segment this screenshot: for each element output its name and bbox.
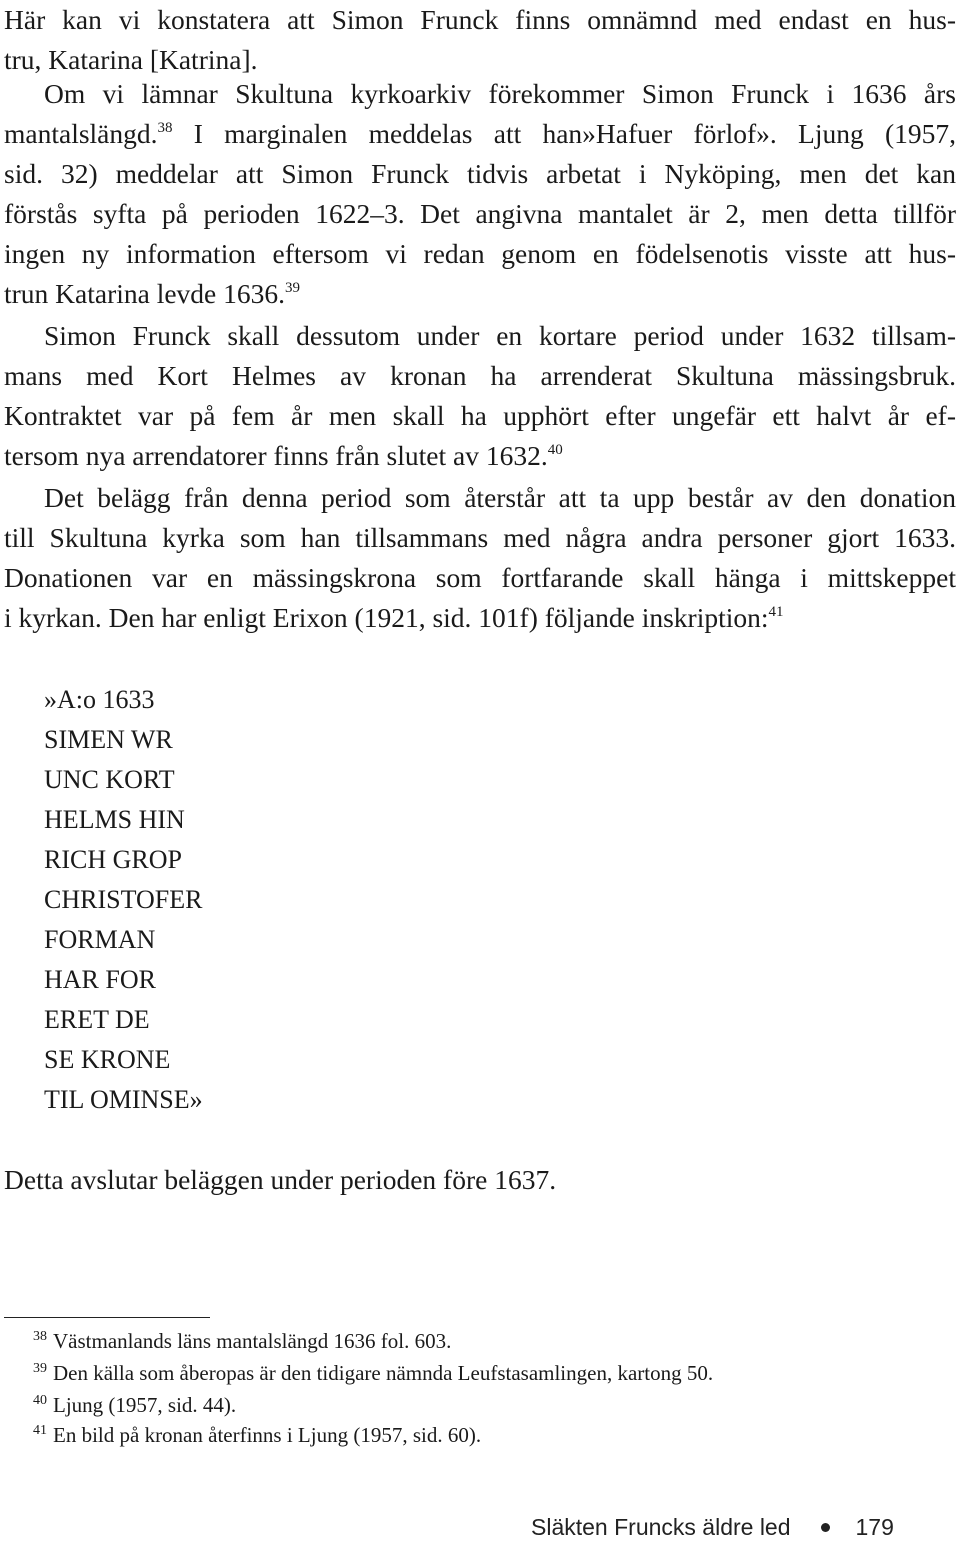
footnote-number: 40 (33, 1393, 47, 1408)
body-text-line: Det belägg från denna period som återstår att ta upp består av den donation (44, 482, 956, 513)
inscription-line: HELMS HIN (44, 805, 185, 834)
bullet-separator-icon (821, 1523, 830, 1532)
text-span: trun Katarina levde 1636. (4, 278, 286, 309)
body-text-line (4, 114, 956, 159)
inscription-line: CHRISTOFER (44, 885, 203, 914)
closing-sentence: Detta avslutar beläggen under perioden före 1637. (4, 1164, 557, 1195)
page-footer (531, 1512, 894, 1542)
body-text-line: Donationen var en mässingskrona som fortfarande skall hänga i mittskeppet (4, 562, 956, 593)
footnote-39 (33, 1357, 713, 1393)
footnote-41 (33, 1419, 481, 1455)
inscription-line: HAR FOR (44, 965, 156, 994)
body-text-line (4, 436, 956, 481)
body-text-line: Om vi lämnar Skultuna kyrkoarkiv förekommer Simon Frunck i 1636 års (44, 78, 956, 109)
footnote-ref-40[interactable]: 40 (547, 442, 563, 458)
footnote-text: En bild på kronan återfinns i Ljung (1957, sid. 60). (53, 1423, 482, 1447)
text-span: I marginalen meddelas att han»Hafuer förlof». Ljung (1957, (172, 118, 956, 149)
footnote-ref-39[interactable]: 39 (285, 280, 301, 296)
text-span: i kyrkan. Den har enligt Erixon (1921, sid. 101f) följande inskription: (4, 602, 769, 633)
inscription-line: FORMAN (44, 925, 156, 954)
footnote-ref-41[interactable]: 41 (768, 604, 784, 620)
footnote-number: 41 (33, 1423, 47, 1438)
footnote-number: 38 (33, 1329, 47, 1344)
body-text-line: Här kan vi konstatera att Simon Frunck finns omnämnd med endast en hus- (4, 4, 956, 35)
footnote-ref-38[interactable]: 38 (157, 120, 173, 136)
inscription-line: RICH GROP (44, 845, 182, 874)
page-number: 179 (855, 1514, 894, 1540)
body-text-line: Kontraktet var på fem år men skall ha upphört efter ungefär ett halvt år ef- (4, 400, 956, 431)
footnote-separator (4, 1317, 210, 1318)
body-text-line: förstås syfta på perioden 1622–3. Det angivna mantalet är 2, men detta tillför (4, 198, 956, 229)
body-text-line: Simon Frunck skall dessutom under en kortare period under 1632 tillsam- (44, 320, 956, 351)
body-text-line (4, 598, 956, 643)
body-text-line: till Skultuna kyrka som han tillsammans med några andra personer gjort 1633. (4, 522, 956, 553)
footnote-text: Västmanlands läns mantalslängd 1636 fol. 603. (53, 1329, 452, 1353)
body-text-line: ingen ny information eftersom vi redan genom en födelsenotis visste att hus- (4, 238, 956, 269)
body-text-line: mans med Kort Helmes av kronan ha arrenderat Skultuna mässingsbruk. (4, 360, 956, 391)
inscription-line: SIMEN WR (44, 725, 173, 754)
inscription-line: ERET DE (44, 1005, 150, 1034)
body-text-line (4, 274, 956, 319)
footnote-38 (33, 1325, 451, 1361)
footnote-text: Den källa som åberopas är den tidigare nämnda Leufstasamlingen, kartong 50. (53, 1361, 714, 1385)
inscription-line: »A:o 1633 (44, 685, 155, 714)
inscription-line: UNC KORT (44, 765, 175, 794)
inscription-line: SE KRONE (44, 1045, 171, 1074)
text-span: mantalslängd. (4, 118, 158, 149)
inscription-line: TIL OMINSE» (44, 1085, 203, 1114)
text-span: tersom nya arrendatorer finns från slutet av 1632. (4, 440, 548, 471)
running-title: Släkten Fruncks äldre led (531, 1514, 791, 1540)
body-text-line: tru, Katarina [Katrina]. (4, 44, 258, 75)
footnote-text: Ljung (1957, sid. 44). (53, 1393, 237, 1417)
body-text-line: sid. 32) meddelar att Simon Frunck tidvis arbetat i Nyköping, men det kan (4, 158, 956, 189)
footnote-number: 39 (33, 1361, 47, 1376)
